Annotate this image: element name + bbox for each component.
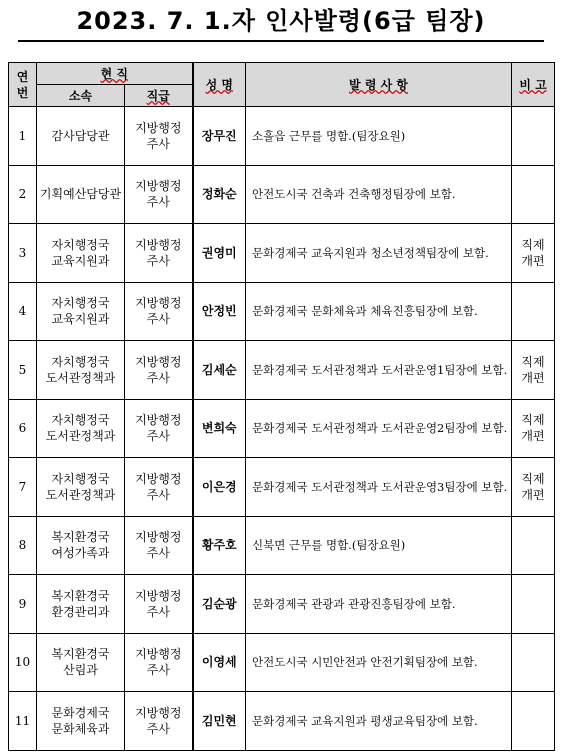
table-row	[9, 516, 555, 575]
header-detail	[246, 63, 512, 107]
row-number: 2	[9, 165, 37, 224]
row-rank-line: 지방행정	[135, 705, 182, 720]
row-rank	[125, 341, 193, 400]
table-row	[9, 165, 555, 224]
table-row	[9, 692, 555, 751]
row-note	[512, 458, 555, 517]
header-name-label: 성 명	[205, 77, 233, 92]
row-department-line: 자치행정국	[51, 296, 110, 311]
table-row	[9, 341, 555, 400]
row-name: 황주호	[193, 516, 246, 575]
row-rank-line: 주사	[146, 429, 170, 444]
header-dept	[37, 85, 125, 107]
row-appointment: 신북면 근무를 명함.(팀장요원)	[246, 516, 512, 575]
row-appointment: 안전도시국 건축과 건축행정팀장에 보함.	[246, 165, 512, 224]
row-number: 1	[9, 107, 37, 166]
header-current	[37, 63, 193, 85]
row-rank	[125, 224, 193, 283]
row-number: 6	[9, 399, 37, 458]
row-note	[512, 107, 555, 166]
row-note	[512, 516, 555, 575]
row-name: 김민현	[193, 692, 246, 751]
row-department	[37, 282, 125, 341]
row-number: 10	[9, 633, 37, 692]
row-rank	[125, 692, 193, 751]
row-appointment: 문화경제국 교육지원과 평생교육팀장에 보함.	[246, 692, 512, 751]
row-rank-line: 주사	[146, 195, 170, 210]
table-header	[9, 63, 555, 107]
row-department-line: 기획예산담당관	[39, 187, 122, 202]
row-appointment: 문화경제국 도서관정책과 도서관운영2팀장에 보함.	[246, 399, 512, 458]
row-rank-line: 주사	[146, 136, 170, 151]
row-rank-line: 주사	[146, 487, 170, 502]
row-appointment: 문화경제국 도서관정책과 도서관운영1팀장에 보함.	[246, 341, 512, 400]
row-department	[37, 516, 125, 575]
row-rank-line: 지방행정	[135, 530, 182, 545]
row-rank	[125, 165, 193, 224]
row-rank	[125, 282, 193, 341]
row-department-line: 복지환경국	[51, 530, 110, 545]
row-department-line: 문화경제국	[51, 705, 110, 720]
row-rank-line: 지방행정	[135, 588, 182, 603]
header-seq-line1: 연	[16, 69, 29, 84]
row-note	[512, 282, 555, 341]
row-department	[37, 399, 125, 458]
row-department	[37, 458, 125, 517]
row-note-line: 직제	[521, 413, 545, 428]
header-seq-line2: 번	[16, 85, 29, 100]
row-note	[512, 399, 555, 458]
row-rank-line: 주사	[146, 253, 170, 268]
row-note	[512, 165, 555, 224]
header-dept-label: 소속	[68, 88, 93, 103]
row-rank-line: 지방행정	[135, 413, 182, 428]
row-rank-line: 지방행정	[135, 179, 182, 194]
row-rank-line: 주사	[146, 604, 170, 619]
row-note	[512, 692, 555, 751]
row-rank-line: 지방행정	[135, 120, 182, 135]
row-appointment: 소흘읍 근무를 명함.(팀장요원)	[246, 107, 512, 166]
row-rank	[125, 516, 193, 575]
table-row	[9, 458, 555, 517]
row-department-line: 여성가족과	[51, 546, 110, 561]
row-rank-line: 주사	[146, 721, 170, 736]
row-rank	[125, 458, 193, 517]
row-note	[512, 224, 555, 283]
row-note	[512, 633, 555, 692]
row-appointment: 문화경제국 도서관정책과 도서관운영3팀장에 보함.	[246, 458, 512, 517]
row-department	[37, 575, 125, 634]
header-rank-label: 직급	[146, 88, 170, 103]
row-department-line: 자치행정국	[51, 354, 110, 369]
page-title: 2023. 7. 1.자 인사발령(6급 팀장)	[76, 7, 486, 35]
row-name: 정화순	[193, 165, 246, 224]
header-detail-label: 발 령 사 항	[349, 77, 408, 92]
row-department	[37, 165, 125, 224]
row-note	[512, 341, 555, 400]
row-department	[37, 107, 125, 166]
row-number: 3	[9, 224, 37, 283]
row-note-line: 직제	[521, 354, 545, 369]
row-rank-line: 지방행정	[135, 296, 182, 311]
table-row	[9, 107, 555, 166]
header-seq	[9, 63, 37, 107]
row-rank-line: 지방행정	[135, 354, 182, 369]
row-appointment: 안전도시국 시민안전과 안전기획팀장에 보함.	[246, 633, 512, 692]
header-name	[193, 63, 246, 107]
row-department-line: 복지환경국	[51, 647, 110, 662]
row-rank	[125, 633, 193, 692]
row-name: 안정빈	[193, 282, 246, 341]
row-department	[37, 692, 125, 751]
row-department	[37, 224, 125, 283]
row-department-line: 복지환경국	[51, 588, 110, 603]
row-department-line: 교육지원과	[51, 312, 110, 327]
row-department-line: 자치행정국	[51, 471, 110, 486]
row-appointment: 문화경제국 문화체육과 체육진흥팀장에 보함.	[246, 282, 512, 341]
row-name: 권영미	[193, 224, 246, 283]
row-department-line: 환경관리과	[51, 604, 110, 619]
row-note-line: 개편	[521, 487, 545, 502]
row-rank-line: 주사	[146, 312, 170, 327]
header-current-label: 현 직	[100, 66, 128, 81]
row-department-line: 도서관정책과	[45, 487, 116, 502]
row-rank	[125, 107, 193, 166]
row-number: 11	[9, 692, 37, 751]
header-rank	[125, 85, 193, 107]
row-rank-line: 지방행정	[135, 647, 182, 662]
row-note-line: 개편	[521, 429, 545, 444]
table-row	[9, 575, 555, 634]
row-note-line: 개편	[521, 370, 545, 385]
row-rank	[125, 399, 193, 458]
row-department-line: 문화체육과	[51, 721, 110, 736]
row-name: 이은경	[193, 458, 246, 517]
row-department-line: 도서관정책과	[45, 429, 116, 444]
row-rank-line: 주사	[146, 370, 170, 385]
row-number: 8	[9, 516, 37, 575]
row-name: 장무진	[193, 107, 246, 166]
row-number: 9	[9, 575, 37, 634]
table-row	[9, 282, 555, 341]
row-department-line: 교육지원과	[51, 253, 110, 268]
row-number: 4	[9, 282, 37, 341]
row-department	[37, 341, 125, 400]
title-underline	[18, 40, 544, 42]
row-name: 김세순	[193, 341, 246, 400]
row-name: 김순광	[193, 575, 246, 634]
row-department	[37, 633, 125, 692]
table-row	[9, 633, 555, 692]
row-note-line: 직제	[521, 471, 545, 486]
row-appointment: 문화경제국 교육지원과 청소년정책팀장에 보함.	[246, 224, 512, 283]
header-note	[512, 63, 555, 107]
row-name: 변희숙	[193, 399, 246, 458]
header-note-label: 비 고	[519, 77, 547, 92]
row-rank-line: 지방행정	[135, 471, 182, 486]
table-row	[9, 399, 555, 458]
row-department-line: 자치행정국	[51, 413, 110, 428]
row-number: 5	[9, 341, 37, 400]
row-department-line: 자치행정국	[51, 237, 110, 252]
table-row	[9, 224, 555, 283]
row-note	[512, 575, 555, 634]
row-rank	[125, 575, 193, 634]
row-rank-line: 주사	[146, 663, 170, 678]
row-department-line: 산림과	[63, 663, 98, 678]
row-note-line: 개편	[521, 253, 545, 268]
row-department-line: 감사담당관	[51, 128, 110, 143]
table-body	[9, 107, 555, 751]
row-note-line: 직제	[521, 237, 545, 252]
row-appointment: 문화경제국 관광과 관광진흥팀장에 보함.	[246, 575, 512, 634]
row-rank-line: 주사	[146, 546, 170, 561]
row-number: 7	[9, 458, 37, 517]
personnel-table	[8, 62, 555, 751]
row-department-line: 도서관정책과	[45, 370, 116, 385]
row-name: 이영세	[193, 633, 246, 692]
row-rank-line: 지방행정	[135, 237, 182, 252]
